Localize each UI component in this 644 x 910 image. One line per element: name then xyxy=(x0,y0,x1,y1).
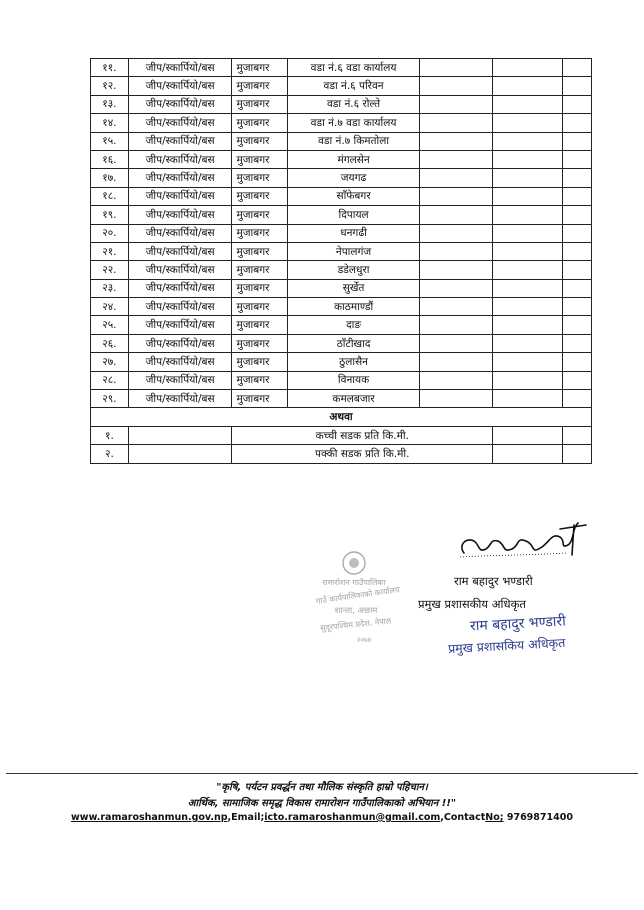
row-rate-cell xyxy=(493,206,563,224)
row-rate-cell xyxy=(419,187,492,205)
row-serial-number: १४. xyxy=(91,114,129,132)
seal-line-5: २०७४ xyxy=(356,636,372,644)
row-vehicle-type: जीप/स्कार्पियो/बस xyxy=(128,224,232,242)
row-serial-number: १७. xyxy=(91,169,129,187)
row-origin: मुजाबगर xyxy=(232,169,288,187)
row-vehicle-type: जीप/स्कार्पियो/बस xyxy=(128,316,232,334)
signatory-title: प्रमुख प्रशासकीय अधिकृत xyxy=(418,597,526,611)
row-destination: विनायक xyxy=(288,371,420,389)
table-row xyxy=(91,279,592,297)
seal-line-3: शान्ता, अछाम xyxy=(334,606,378,616)
table-row xyxy=(91,261,592,279)
row-destination: वडा नं.६ रोल्ते xyxy=(288,95,420,113)
signatory-name: राम बहादुर भण्डारी xyxy=(454,574,533,588)
row-origin: मुजाबगर xyxy=(232,187,288,205)
table-row xyxy=(91,242,592,260)
row-vehicle-type: जीप/स्कार्पियो/बस xyxy=(128,261,232,279)
row-remark-cell xyxy=(563,426,592,444)
row-destination: मंगलसेन xyxy=(288,150,420,168)
row-rate-cell xyxy=(493,298,563,316)
row-destination: दाङ xyxy=(288,316,420,334)
row-vehicle-type: जीप/स्कार्पियो/बस xyxy=(128,132,232,150)
row-remark-cell xyxy=(563,445,592,463)
row-origin: मुजाबगर xyxy=(232,316,288,334)
row-rate-cell xyxy=(493,261,563,279)
row-destination: कमलबजार xyxy=(288,390,420,408)
row-rate-cell xyxy=(493,353,563,371)
row-origin: मुजाबगर xyxy=(232,224,288,242)
row-rate-cell xyxy=(493,316,563,334)
row-origin: मुजाबगर xyxy=(232,371,288,389)
row-remark-cell xyxy=(563,59,592,77)
row-rate-cell xyxy=(493,279,563,297)
row-rate-cell xyxy=(493,371,563,389)
row-serial-number: २०. xyxy=(91,224,129,242)
table-row xyxy=(91,187,592,205)
footer-divider xyxy=(6,773,638,774)
footer-contact-no-label: No; xyxy=(485,812,504,823)
row-remark-cell xyxy=(563,114,592,132)
row-rate-cell xyxy=(419,59,492,77)
row-destination: नेपालगंज xyxy=(288,242,420,260)
row-destination: दिपायल xyxy=(288,206,420,224)
or-separator: अथवा xyxy=(91,408,592,426)
row-rate-cell xyxy=(419,77,492,95)
row-serial-number: २३. xyxy=(91,279,129,297)
row-vehicle-type: जीप/स्कार्पियो/बस xyxy=(128,279,232,297)
row-rate-cell xyxy=(493,187,563,205)
rate-table-body xyxy=(91,59,592,464)
row-rate-cell xyxy=(419,132,492,150)
row-vehicle-type: जीप/स्कार्पियो/बस xyxy=(128,169,232,187)
row-rate-cell xyxy=(419,169,492,187)
row-serial-number: १३. xyxy=(91,95,129,113)
table-row xyxy=(91,169,592,187)
row-destination: वडा नं.७ वडा कार्यालय xyxy=(288,114,420,132)
footer-contact-label: ,Contact xyxy=(440,812,486,823)
row-remark-cell xyxy=(563,132,592,150)
row-serial-number: १५. xyxy=(91,132,129,150)
row-rate-cell xyxy=(493,132,563,150)
row-origin: मुजाबगर xyxy=(232,95,288,113)
table-row xyxy=(91,371,592,389)
row-origin: मुजाबगर xyxy=(232,279,288,297)
row-vehicle-type: जीप/स्कार्पियो/बस xyxy=(128,298,232,316)
row-destination: वडा नं.६ वडा कार्यालय xyxy=(288,59,420,77)
rate-table xyxy=(90,58,592,464)
row-serial-number: ११. xyxy=(91,59,129,77)
row-vehicle-type: जीप/स्कार्पियो/बस xyxy=(128,150,232,168)
row-destination: डडेलधुरा xyxy=(288,261,420,279)
row-serial-number: २५. xyxy=(91,316,129,334)
row-origin: मुजाबगर xyxy=(232,132,288,150)
row-vehicle-type: जीप/स्कार्पियो/बस xyxy=(128,390,232,408)
row-destination: जयगढ xyxy=(288,169,420,187)
row-rate-cell xyxy=(419,242,492,260)
row-rate-cell xyxy=(493,77,563,95)
row-origin: मुजाबगर xyxy=(232,150,288,168)
row-serial-number: २२. xyxy=(91,261,129,279)
row-remark-cell xyxy=(563,242,592,260)
table-row-or xyxy=(91,408,592,426)
row-remark-cell xyxy=(563,206,592,224)
row-destination: ठुलासैन xyxy=(288,353,420,371)
row-remark-cell xyxy=(563,371,592,389)
row-origin: मुजाबगर xyxy=(232,390,288,408)
row-destination: धनगढी xyxy=(288,224,420,242)
row-origin: मुजाबगर xyxy=(232,59,288,77)
row-origin: मुजाबगर xyxy=(232,298,288,316)
row-remark-cell xyxy=(563,150,592,168)
row-rate-cell xyxy=(493,59,563,77)
footer-contact xyxy=(0,812,644,823)
row-vehicle-type: जीप/स्कार्पियो/बस xyxy=(128,371,232,389)
footer-slogan-line-1: "कृषि, पर्यटन प्रवर्द्धन तथा मौलिक संस्कृति हाम्रो पहिचान। xyxy=(216,782,428,793)
row-origin: मुजाबगर xyxy=(232,242,288,260)
row-rate-cell xyxy=(419,316,492,334)
row-serial-number: १. xyxy=(91,426,129,444)
row-remark-cell xyxy=(563,353,592,371)
row-rate-cell xyxy=(419,114,492,132)
row-serial-number: २६. xyxy=(91,334,129,352)
table-row-road xyxy=(91,426,592,444)
row-origin: मुजाबगर xyxy=(232,77,288,95)
row-vehicle-type: जीप/स्कार्पियो/बस xyxy=(128,353,232,371)
table-row xyxy=(91,77,592,95)
row-rate-cell xyxy=(493,95,563,113)
row-rate-cell xyxy=(419,206,492,224)
row-remark-cell xyxy=(563,390,592,408)
row-rate-cell xyxy=(419,371,492,389)
footer-website-link[interactable]: www.ramaroshanmun.gov.np xyxy=(71,812,228,823)
row-serial-number: २४. xyxy=(91,298,129,316)
footer-email-link[interactable]: icto.ramaroshanmun@gmail.com xyxy=(264,812,441,823)
table-row xyxy=(91,224,592,242)
road-rate-label: कच्ची सडक प्रति कि.मी. xyxy=(232,426,493,444)
table-row xyxy=(91,390,592,408)
seal-line-1: रामारोशन गाउँपालिका xyxy=(322,578,386,587)
row-origin: मुजाबगर xyxy=(232,353,288,371)
row-rate-cell xyxy=(493,114,563,132)
footer-slogan-line-2: आर्थिक, सामाजिक समृद्ध विकास रामारोशन गाउँपालिकाको अभियान !!" xyxy=(187,798,457,809)
row-remark-cell xyxy=(563,187,592,205)
row-vehicle-type: जीप/स्कार्पियो/बस xyxy=(128,242,232,260)
row-rate-cell xyxy=(493,150,563,168)
stamp-signatory-name: राम बहादुर भण्डारी xyxy=(469,613,567,635)
row-remark-cell xyxy=(563,224,592,242)
row-serial-number: १९. xyxy=(91,206,129,224)
office-seal xyxy=(298,545,413,653)
row-vehicle-type: जीप/स्कार्पियो/बस xyxy=(128,114,232,132)
seal-line-4: सुदूरपश्चिम प्रदेश, नेपाल xyxy=(319,616,392,633)
row-destination: काठमाण्डौं xyxy=(288,298,420,316)
table-row xyxy=(91,59,592,77)
road-rate-label: पक्की सडक प्रति कि.मी. xyxy=(232,445,493,463)
row-vehicle-type: जीप/स्कार्पियो/बस xyxy=(128,187,232,205)
row-vehicle-type: जीप/स्कार्पियो/बस xyxy=(128,77,232,95)
row-vehicle-type: जीप/स्कार्पियो/बस xyxy=(128,59,232,77)
footer-email-label: ,Email; xyxy=(227,812,265,823)
row-rate-cell xyxy=(493,390,563,408)
row-remark-cell xyxy=(563,95,592,113)
seal-line-2: गाउँ कार्यपालिकाको कार्यालय xyxy=(315,585,401,606)
table-row xyxy=(91,316,592,334)
table-row xyxy=(91,334,592,352)
table-row xyxy=(91,114,592,132)
row-serial-number: २१. xyxy=(91,242,129,260)
table-row xyxy=(91,298,592,316)
row-origin: मुजाबगर xyxy=(232,206,288,224)
row-destination: सुर्खेत xyxy=(288,279,420,297)
row-vehicle-type: जीप/स्कार्पियो/बस xyxy=(128,334,232,352)
row-remark-cell xyxy=(563,279,592,297)
row-rate-cell xyxy=(419,261,492,279)
row-rate-cell xyxy=(419,298,492,316)
row-origin: मुजाबगर xyxy=(232,334,288,352)
row-rate-cell xyxy=(493,224,563,242)
row-vehicle-type: जीप/स्कार्पियो/बस xyxy=(128,206,232,224)
row-serial-number: २७. xyxy=(91,353,129,371)
row-rate-cell xyxy=(493,426,563,444)
row-remark-cell xyxy=(563,298,592,316)
row-remark-cell xyxy=(563,316,592,334)
table-row xyxy=(91,150,592,168)
row-rate-cell xyxy=(419,95,492,113)
table-row xyxy=(91,353,592,371)
row-rate-cell xyxy=(419,334,492,352)
row-serial-number: २९. xyxy=(91,390,129,408)
row-empty-cell xyxy=(128,445,232,463)
row-serial-number: २. xyxy=(91,445,129,463)
row-remark-cell xyxy=(563,77,592,95)
row-rate-cell xyxy=(419,353,492,371)
row-rate-cell xyxy=(419,390,492,408)
row-serial-number: १२. xyxy=(91,77,129,95)
row-rate-cell xyxy=(493,242,563,260)
table-row xyxy=(91,132,592,150)
row-destination: ठाँटीखाद xyxy=(288,334,420,352)
row-origin: मुजाबगर xyxy=(232,261,288,279)
row-remark-cell xyxy=(563,334,592,352)
row-serial-number: १६. xyxy=(91,150,129,168)
row-rate-cell xyxy=(493,169,563,187)
row-vehicle-type: जीप/स्कार्पियो/बस xyxy=(128,95,232,113)
row-serial-number: १८. xyxy=(91,187,129,205)
row-rate-cell xyxy=(419,150,492,168)
row-empty-cell xyxy=(128,426,232,444)
stamp-signatory-title: प्रमुख प्रशासकिय अधिकृत xyxy=(447,634,566,657)
table-row-road xyxy=(91,445,592,463)
row-origin: मुजाबगर xyxy=(232,114,288,132)
row-rate-cell xyxy=(419,224,492,242)
table-row xyxy=(91,95,592,113)
row-destination: वडा नं.६ परिवन xyxy=(288,77,420,95)
row-destination: वडा नं.७ किमतोला xyxy=(288,132,420,150)
table-row xyxy=(91,206,592,224)
row-rate-cell xyxy=(493,445,563,463)
row-rate-cell xyxy=(419,279,492,297)
row-rate-cell xyxy=(493,334,563,352)
row-destination: साँफेबगर xyxy=(288,187,420,205)
signature xyxy=(456,515,591,560)
row-remark-cell xyxy=(563,261,592,279)
footer-phone: 9769871400 xyxy=(503,812,573,823)
row-remark-cell xyxy=(563,169,592,187)
row-serial-number: २८. xyxy=(91,371,129,389)
